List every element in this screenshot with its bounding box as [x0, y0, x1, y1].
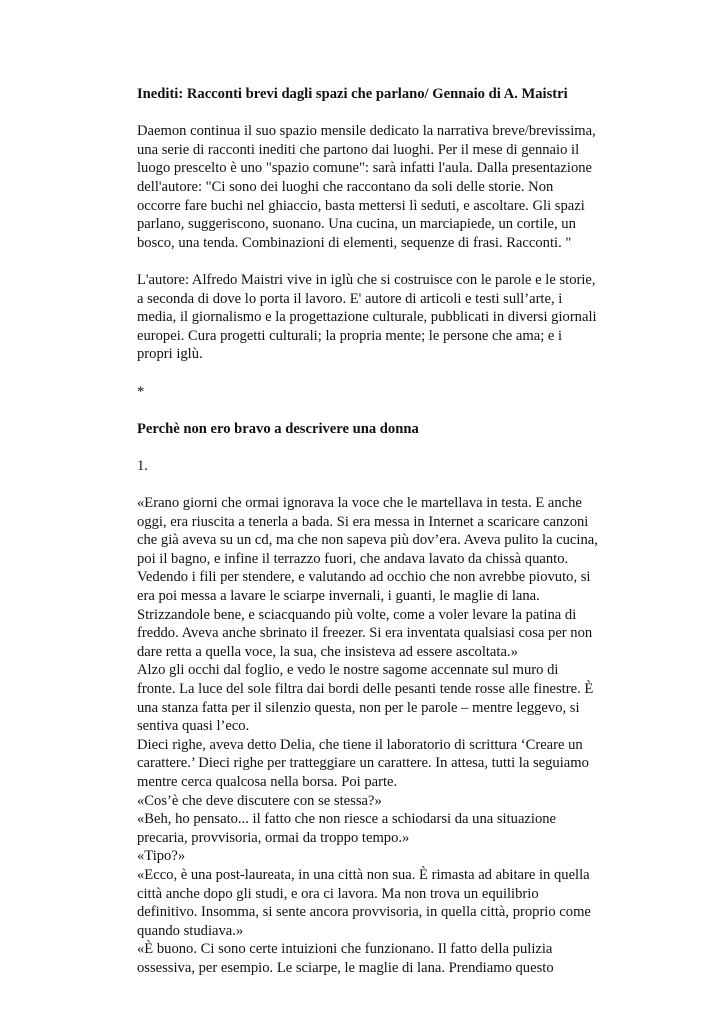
story-paragraph: «Erano giorni che ormai ignorava la voce che le martellava in testa. E anche oggi, era riuscita a tenerla a bada. Si era messa in Internet a scaricare canzoni che già aveva su un cd, ma che non sapeva più dov’era. Aveva pulito la cucina, poi il bagno, e infine il terrazzo fuori, che andava lavato da chissà quanto. Vedendo i fili per stendere, e valutando ad occhio che non avrebbe piovuto, si era poi messa a lavare le sciarpe invernali, i guanti, le maglie di lana. Strizzandole bene, e sciacquando più volte, come a voler levare la patina di freddo. Aveva anche sbrinato il freezer. Si era inventata qualsiasi cosa per non dare retta a quella voce, la sua, che insisteva ad essere ascoltata.» — [137, 495, 598, 660]
story-paragraph: «È buono. Ci sono certe intuizioni che funzionano. Il fatto della pulizia ossessiva, per esempio. Le sciarpe, le maglie di lana. Prendiamo questo — [137, 941, 554, 976]
story-paragraph: «Cos’è che deve discutere con se stessa?» — [137, 792, 382, 809]
section-separator: * — [137, 383, 145, 400]
section-number: 1. — [137, 457, 148, 474]
document-title: Inediti: Racconti brevi dagli spazi che parlano/ Gennaio di A. Maistri — [137, 86, 568, 102]
story-paragraph: Dieci righe, aveva detto Delia, che tiene il laboratorio di scrittura ‘Creare un carattere.’ Dieci righe per tratteggiare un carattere. In attesa, tutti la seguiamo mentre cerca qualcosa nella borsa. Poi parte. — [137, 736, 589, 790]
document-page — [137, 85, 599, 978]
story-paragraph: «Tipo?» — [137, 848, 186, 865]
story-paragraph: «Beh, ho pensato... il fatto che non riesce a schiodarsi da una situazione precaria, provvisoria, ormai da troppo tempo.» — [137, 811, 557, 846]
story-paragraph: «Ecco, è una post-laureata, in una città non sua. È rimasta ad abitare in quella città anche dopo gli studi, e ora ci lavora. Ma non trova un equilibrio definitivo. Insomma, si sente ancora provvisoria, in quella città, proprio come quando studiava.» — [137, 866, 591, 939]
story-paragraph: Alzo gli occhi dal foglio, e vedo le nostre sagome accennate sul muro di fronte. La luce del sole filtra dai bordi delle pesanti tende rosse alle finestre. È una stanza fatta per il silenzio questa, non per le parole – mentre leggevo, si sentiva quasi l’eco. — [137, 662, 594, 735]
intro-paragraph: Daemon continua il suo spazio mensile dedicato la narrativa breve/brevissima, una serie di racconti inediti che partono dai luoghi. Per il mese di gennaio il luogo prescelto è uno "spazio comune": sarà infatti l'aula. Dalla presentazione dell'autore: "Ci sono dei luoghi che raccontano da soli delle storie. Non occorre fare buchi nel ghiaccio, basta mettersi lì seduti, e ascoltare. Gli spazi parlano, suggeriscono, suonano. Una cucina, un marciapiede, un cortile, un bosco, una tenda. Combinazioni di elementi, sequenze di frasi. Racconti. " — [137, 123, 596, 251]
story-title: Perchè non ero bravo a descrivere una donna — [137, 420, 419, 437]
author-bio-paragraph: L'autore: Alfredo Maistri vive in iglù che si costruisce con le parole e le storie, a seconda di dove lo porta il lavoro. E' autore di articoli e testi sull’arte, i media, il giornalismo e la progettazione culturale, pubblicati in diversi giornali europei. Cura progetti culturali; la propria mente; le persone che ama; e i propri iglù. — [137, 271, 597, 363]
